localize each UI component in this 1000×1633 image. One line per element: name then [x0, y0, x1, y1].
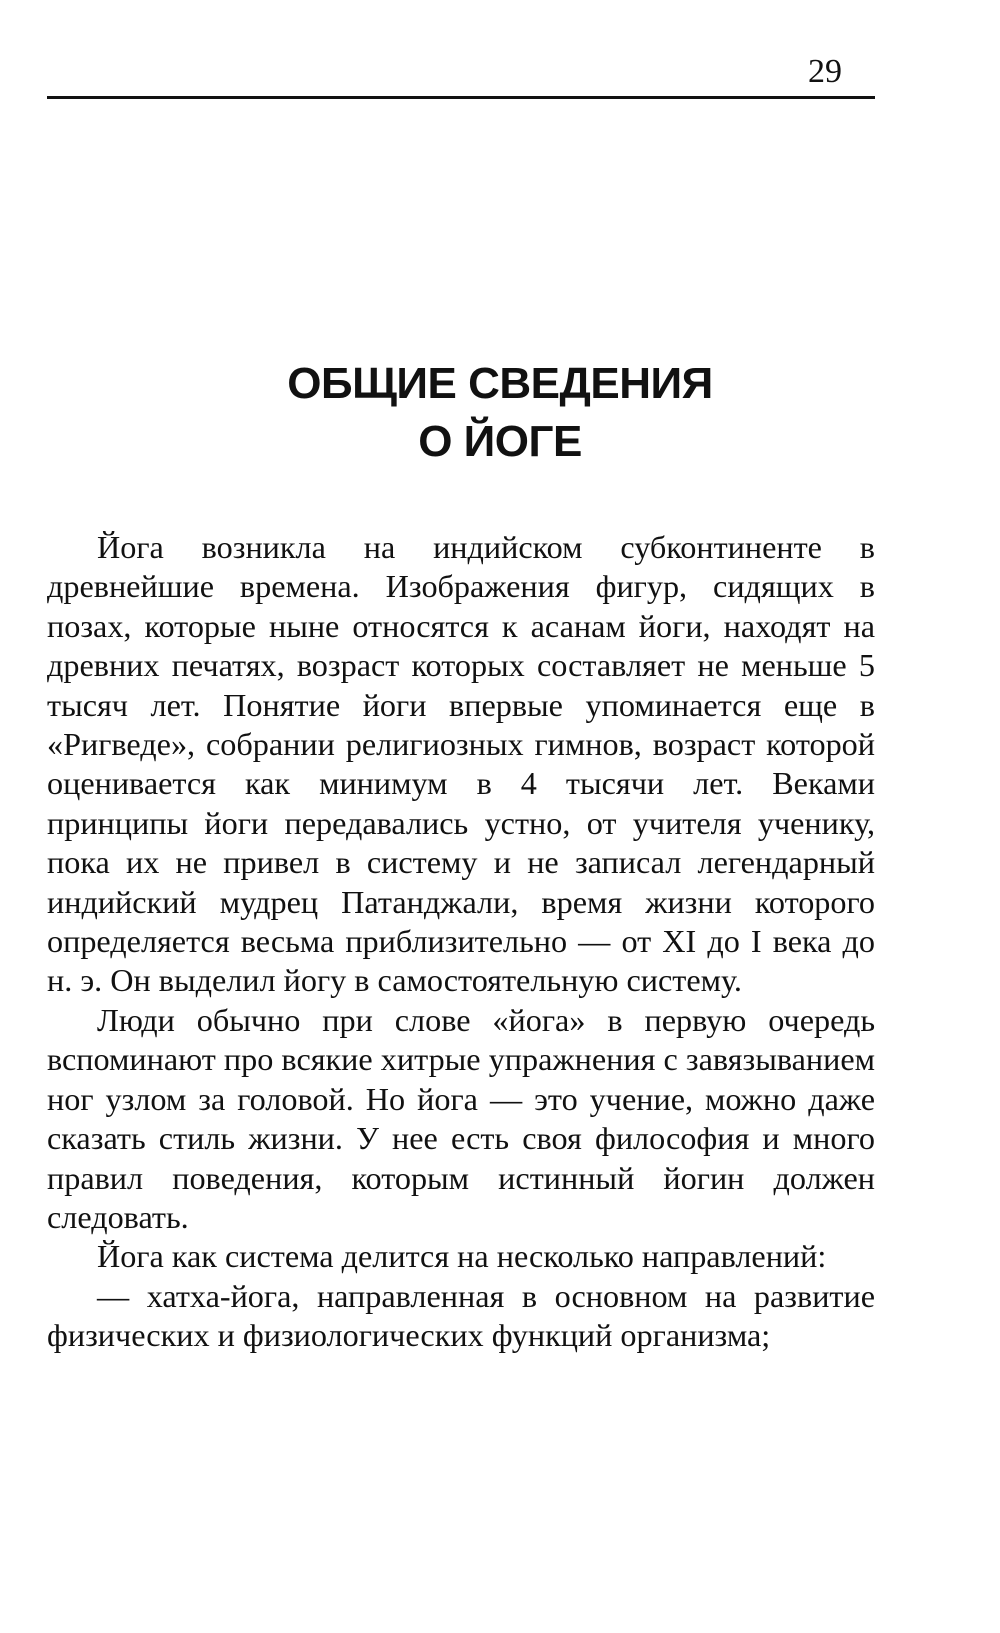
paragraph-directions-intro: Йога как система делится на несколько направлений:: [97, 1238, 827, 1275]
chapter-title: [0, 355, 1000, 471]
list-item-hatha-yoga: — хатха-йога, направленная в основном на развитие физических и физиологических функций организма;: [47, 1277, 875, 1354]
chapter-title-line-1: ОБЩИЕ СВЕДЕНИЯ: [287, 359, 713, 408]
chapter-title-line-2: О ЙОГЕ: [418, 417, 582, 466]
paragraph-perception: Люди обычно при слове «йога» в первую очередь вспоминают про всякие хитрые упражнения с завязыванием ног узлом за головой. Но йога — это учение, можно даже сказать стиль жизни. У нее есть своя философия и много правил поведения, которым истинный йогин должен следовать.: [47, 1001, 875, 1235]
body-text: [47, 528, 875, 1356]
paragraph-history: Йога возникла на индийском субконтиненте в древнейшие времена. Изображения фигур, сидящих в позах, которые ныне относятся к асанам йоги, находят на древних печатях, возраст которых составляет не меньше 5 тысяч лет. Понятие йоги впервые упоминается еще в «Ригведе», собрании религиозных гимнов, возраст которой оценивается как минимум в 4 тысячи лет. Веками принципы йоги передавались устно, от учителя ученику, пока их не привел в систему и не записал легендарный индийский мудрец Патанджали, время жизни которого определяется весьма приблизительно — от XI до I века до н. э. Он выделил йогу в самостоятельную систему.: [47, 529, 875, 999]
page-number: 29: [808, 53, 842, 90]
header-rule: [47, 96, 875, 99]
